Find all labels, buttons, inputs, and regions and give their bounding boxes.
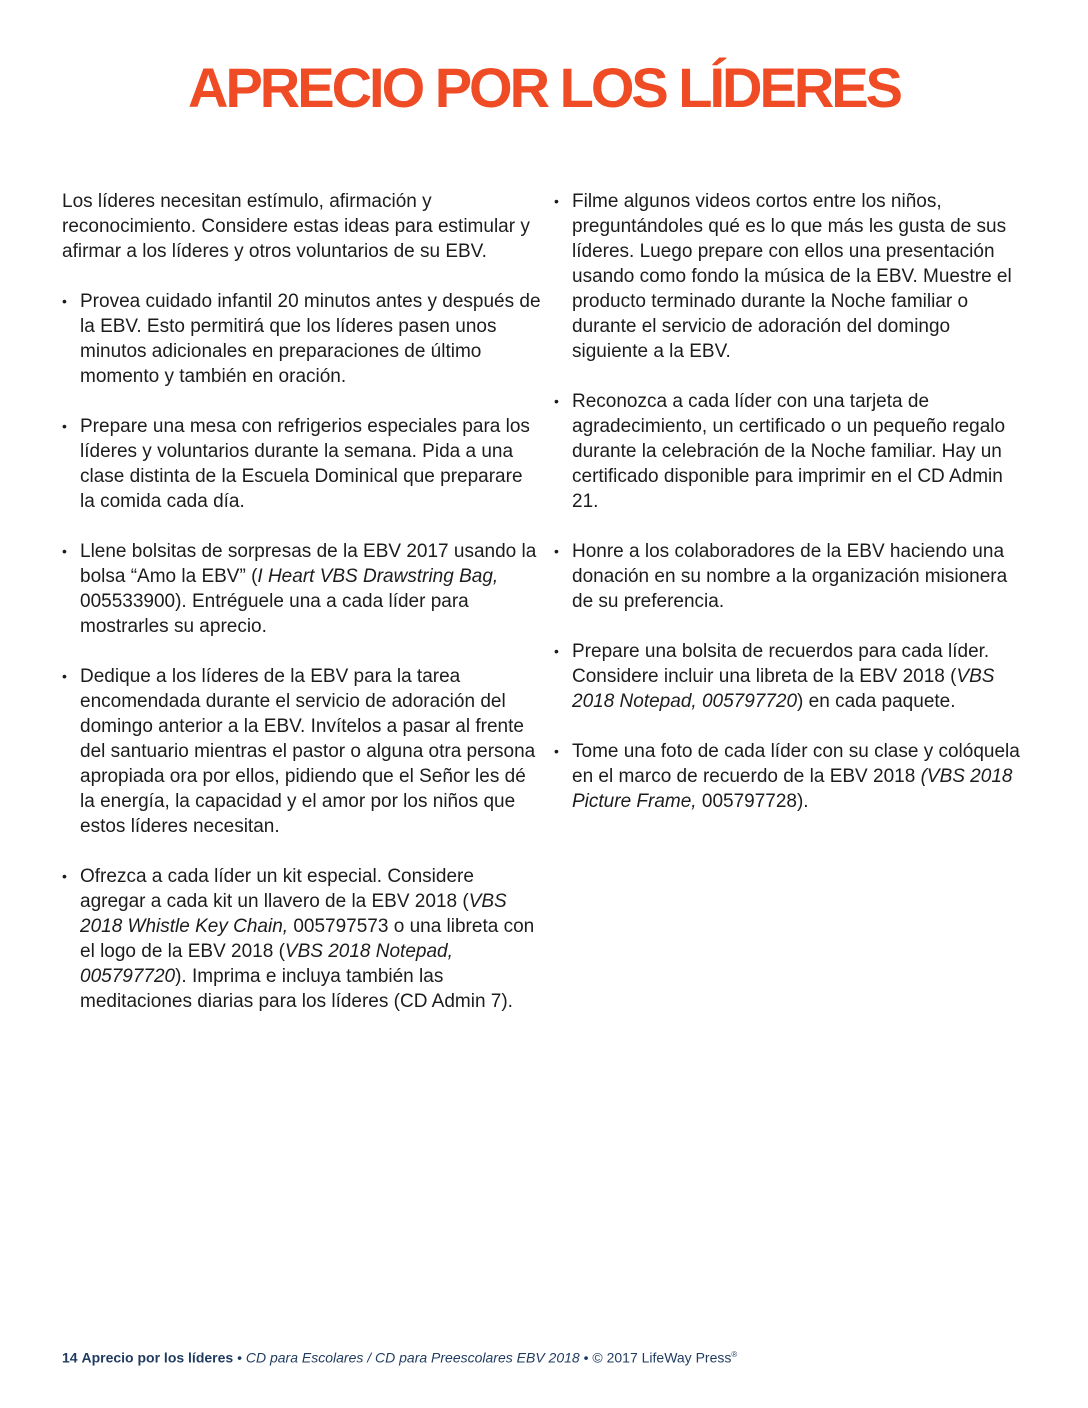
bullet-text: Provea cuidado infantil 20 minutos antes y después de la EBV. Esto permitirá que los líderes pasen unos minutos adicionales en preparaciones de último momento y también en oración. — [80, 291, 541, 387]
intro-paragraph: Los líderes necesitan estímulo, afirmación y reconocimiento. Considere estas ideas para estimular y afirmar a los líderes y otros voluntarios de su EBV. — [62, 191, 530, 262]
bullet-text-italic: VBS 2018 Notepad, 005797720 — [80, 941, 453, 987]
bullet-text: Ofrezca a cada líder un kit especial. Considere agregar a cada kit un llavero de la EBV 2018 ( — [80, 866, 474, 912]
footer-separator: • — [583, 1349, 589, 1366]
footer-product: CD para Escolares / CD para Preescolares EBV 2018 — [245, 1349, 580, 1366]
bullet-item — [62, 864, 542, 1014]
bullet-text: Dedique a los líderes de la EBV para la tarea encomendada durante el servicio de adoración del domingo anterior a la EBV. Invítelos a pasar al frente del santuario mientras el pastor o alguna otra persona apropiada ora por ellos, pidiendo que el Señor les dé la energía, la capacidad y el amor por los niños que estos líderes necesitan. — [80, 666, 536, 837]
bullet-text-italic: VBS 2018 Whistle Key Chain, — [80, 891, 507, 937]
bullet-item — [554, 389, 1029, 514]
bullet-item — [554, 739, 1029, 814]
bullet-dot-icon: • — [62, 543, 67, 559]
page-number: 14 — [62, 1349, 78, 1366]
right-bullet-list — [554, 189, 1029, 814]
page-footer — [62, 1345, 737, 1368]
bullet-text: Prepare una bolsita de recuerdos para cada líder. Considere incluir una libreta de la EBV 2018 ( — [572, 641, 990, 687]
bullet-text: 005797573 o una libreta con el logo de la EBV 2018 ( — [80, 916, 535, 962]
bullet-dot-icon: • — [62, 868, 67, 884]
bullet-dot-icon: • — [62, 293, 67, 309]
bullet-text: 005533900). Entréguele una a cada líder para mostrarles su aprecio. — [80, 591, 469, 637]
footer-separator: • — [237, 1349, 242, 1366]
right-column — [554, 189, 1029, 839]
bullet-item — [62, 414, 542, 514]
bullet-text: ). Imprima e incluya también las meditaciones diarias para los líderes (CD Admin 7). — [80, 966, 513, 1012]
bullet-text: Filme algunos videos cortos entre los niños, preguntándoles qué es lo que más les gusta de sus líderes. Luego prepare con ellos una presentación usando como fondo la música de la EBV. Muestre el producto terminado durante la Noche familiar o durante el servicio de adoración del domingo siguiente a la EBV. — [572, 191, 1012, 362]
footer-copyright: © 2017 LifeWay Press — [592, 1349, 732, 1366]
bullet-text: Llene bolsitas de sorpresas de la EBV 2017 usando la bolsa “Amo la EBV” ( — [80, 541, 537, 587]
bullet-dot-icon: • — [554, 193, 559, 209]
bullet-item — [62, 539, 542, 639]
bullet-text: Reconozca a cada líder con una tarjeta de agradecimiento, un certificado o un pequeño regalo durante la celebración de la Noche familiar. Hay un certificado disponible para imprimir en el CD Admin 21. — [572, 391, 1006, 512]
left-column — [62, 189, 542, 1039]
bullet-item — [62, 664, 542, 839]
bullet-text: 005797728). — [696, 791, 809, 812]
bullet-text: Honre a los colaboradores de la EBV haciendo una donación en su nombre a la organización misionera de su preferencia. — [572, 541, 1008, 612]
bullet-text-italic: (VBS 2018 Picture Frame, — [572, 766, 1013, 812]
bullet-item — [62, 289, 542, 389]
bullet-item — [554, 539, 1029, 614]
bullet-dot-icon: • — [554, 643, 559, 659]
bullet-item — [554, 639, 1029, 714]
bullet-text-italic: VBS 2018 Notepad, 005797720 — [572, 666, 995, 712]
bullet-text: Tome una foto de cada líder con su clase y colóquela en el marco de recuerdo de la EBV 2018 — [572, 741, 1020, 787]
registered-mark: ® — [731, 1350, 738, 1359]
bullet-text-italic: I Heart VBS Drawstring Bag, — [257, 566, 499, 587]
left-bullet-list — [62, 289, 542, 1014]
bullet-dot-icon: • — [554, 543, 559, 559]
bullet-dot-icon: • — [554, 393, 559, 409]
bullet-dot-icon: • — [62, 668, 67, 684]
footer-section-title: Aprecio por los líderes — [81, 1349, 234, 1366]
bullet-dot-icon: • — [554, 743, 559, 759]
bullet-dot-icon: • — [62, 418, 67, 434]
bullet-text: ) en cada paquete. — [797, 691, 956, 712]
bullet-item — [554, 189, 1029, 364]
bullet-text: Prepare una mesa con refrigerios especiales para los líderes y voluntarios durante la semana. Pida a una clase distinta de la Escuela Dominical que preparare la comida cada día. — [80, 416, 530, 512]
page-title: APRECIO POR LOS LÍDERES — [188, 56, 900, 119]
